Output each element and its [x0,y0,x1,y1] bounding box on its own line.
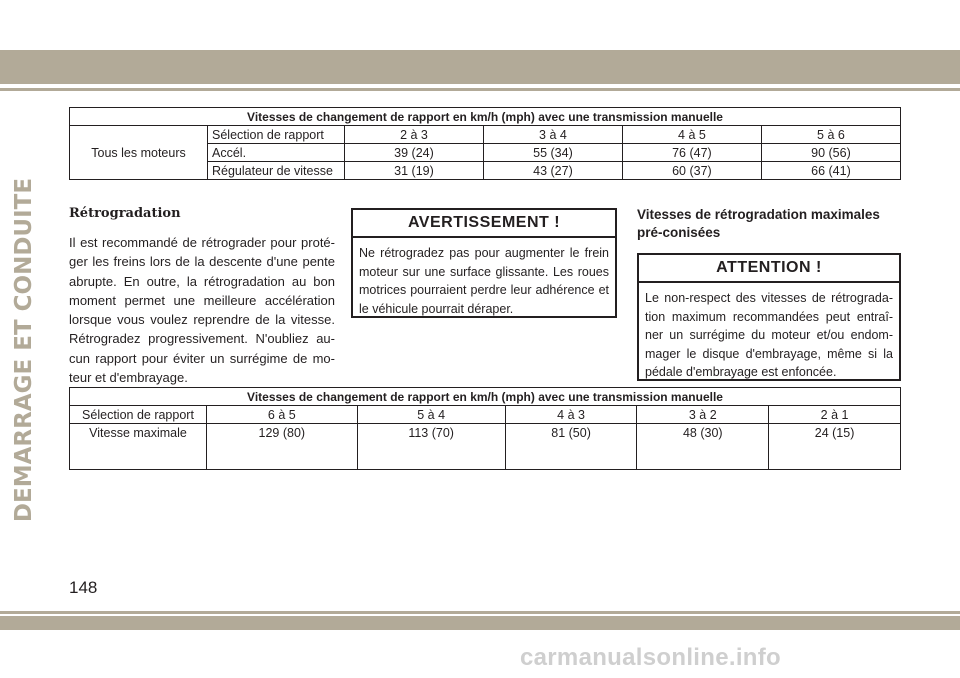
upshift-cell: 76 (47) [622,144,761,162]
downshift-cell: 3 à 2 [637,406,769,424]
downshift-cell: 5 à 4 [357,406,505,424]
upshift-cell: 2 à 3 [345,126,484,144]
footer-band [0,616,960,630]
upshift-cell: 3 à 4 [483,126,622,144]
warning-box [351,208,617,318]
downshift-cell: 2 à 1 [769,406,901,424]
upshift-row-label: Sélection de rapport [208,126,345,144]
engine-group-label: Tous les moteurs [70,126,208,180]
upshift-cell: 4 à 5 [622,126,761,144]
side-chapter-title-text: DEMARRAGE ET CONDUITE [11,177,37,523]
downshift-paragraph: Il est recommandé de rétrograder pour proté-ger les freins lors de la descente d'une pente abrupte. En outre, la rétrogradation au bon moment permet une meilleure accélération lorsque vous voulez reprendre de la vitesse. Rétrogradez progressivement. N'oubliez au-cun rapport pour éviter un surrégime de mo-teur et d'embrayage. [69,235,335,386]
caution-body: Le non-respect des vitesses de rétrograda-tion maximum recommandées peut entraî-ner un surrégime du moteur et/ou endom-mager le disque d'embrayage, même si la pédale d'embrayage est enfoncée. [645,291,893,379]
header-rule [0,88,960,91]
upshift-speed-table [69,107,901,180]
upshift-row-label: Régulateur de vitesse [208,162,345,180]
downshift-row-label: Sélection de rapport [70,406,207,424]
downshift-cell: 129 (80) [207,424,358,470]
warning-body: Ne rétrogradez pas pour augmenter le frein moteur sur une surface glissante. Les roues motrices pourraient perdre leur adhérence et le véhicule pourrait déraper. [359,246,609,316]
upshift-cell: 60 (37) [622,162,761,180]
downshift-cell: 4 à 3 [505,406,637,424]
upshift-cell: 5 à 6 [761,126,900,144]
downshift-cell: 6 à 5 [207,406,358,424]
downshift-cell: 48 (30) [637,424,769,470]
upshift-table-caption: Vitesses de changement de rapport en km/h (mph) avec une transmission manuelle [70,108,901,126]
upshift-cell: 66 (41) [761,162,900,180]
downshift-cell: 81 (50) [505,424,637,470]
upshift-row-label: Accél. [208,144,345,162]
warning-title: AVERTISSEMENT ! [353,210,615,238]
downshift-row-label: Vitesse maximale [70,424,207,470]
downshift-cell: 24 (15) [769,424,901,470]
caution-title: ATTENTION ! [639,255,899,283]
downshift-table-caption: Vitesses de changement de rapport en km/h (mph) avec une transmission manuelle [70,388,901,406]
upshift-cell: 39 (24) [345,144,484,162]
downshift-speed-table [69,387,901,470]
upshift-cell: 90 (56) [761,144,900,162]
max-downshift-title: Vitesses de rétrogradation maximales pré-conisées [637,207,880,240]
footer-rule [0,611,960,614]
watermark-text: carmanualsonline.info [520,644,782,671]
upshift-cell: 31 (19) [345,162,484,180]
upshift-cell: 43 (27) [483,162,622,180]
upshift-cell: 55 (34) [483,144,622,162]
page-number: 148 [69,578,98,597]
downshift-section-title: Rétrogradation [69,206,181,221]
caution-box [637,253,901,381]
downshift-cell: 113 (70) [357,424,505,470]
header-band [0,50,960,84]
